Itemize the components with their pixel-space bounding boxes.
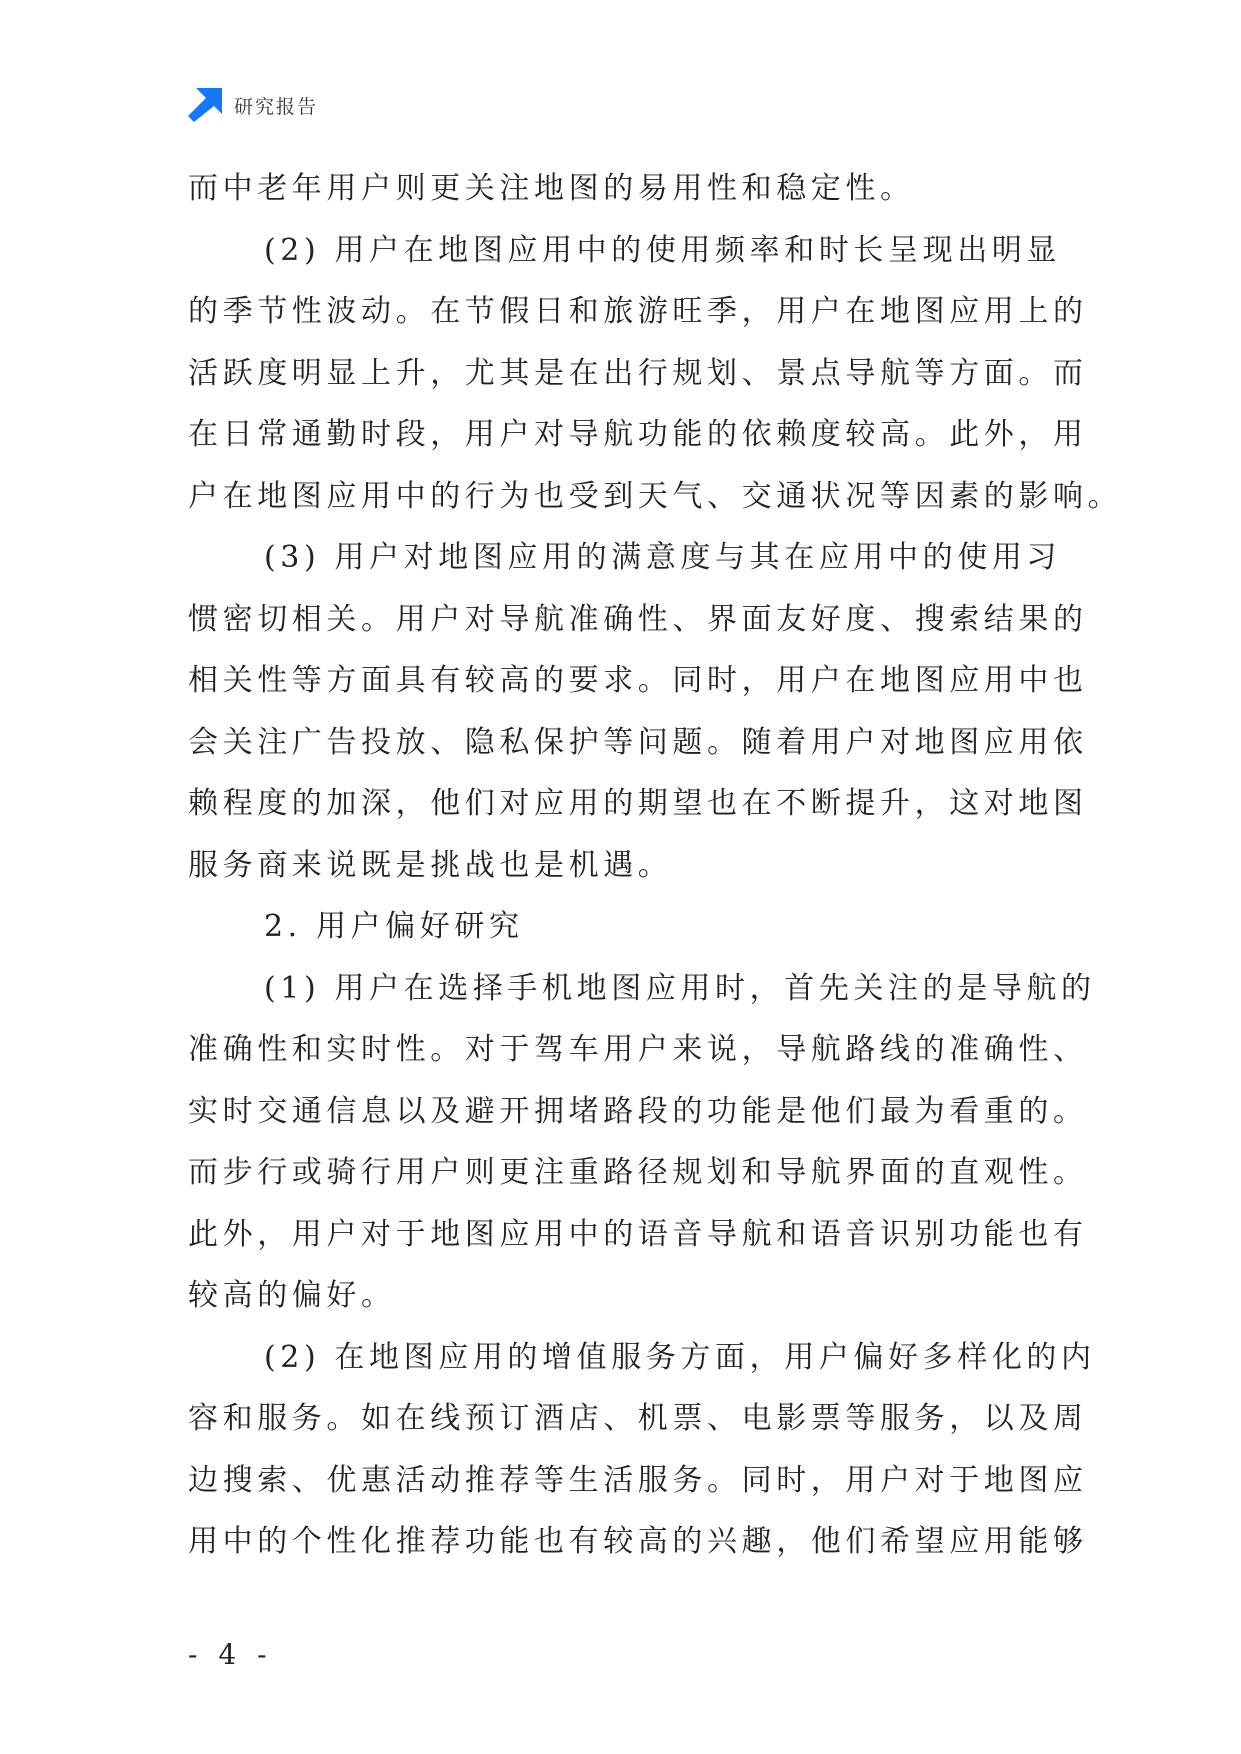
text-line: 活跃度明显上升，尤其是在出行规划、景点导航等方面。而 (188, 355, 1088, 391)
page-number: - 4 - (188, 1638, 273, 1671)
arrow-up-right-logo-icon (188, 88, 222, 122)
text-line: 2. 用户偏好研究 (264, 909, 524, 944)
header-title: 研究报告 (234, 95, 319, 118)
text-line: 用中的个性化推荐功能也有较高的兴趣，他们希望应用能够 (188, 1524, 1088, 1559)
text-line: 的季节性波动。在节假日和旅游旺季，用户在地图应用上的 (188, 294, 1088, 329)
text-line: 户在地图应用中的行为也受到天气、交通状况等因素的影响。 (188, 478, 1123, 514)
text-line: 边搜索、优惠活动推荐等生活服务。同时，用户对于地图应 (188, 1462, 1088, 1498)
text-line: 服务商来说既是挑战也是机遇。 (188, 847, 673, 883)
text-line: (3) 用户对地图应用的满意度与其在应用中的使用习 (264, 540, 1062, 575)
text-line: (2) 用户在地图应用中的使用频率和时长呈现出明显 (264, 232, 1062, 268)
text-line: 惯密切相关。用户对导航准确性、界面友好度、搜索结果的 (188, 601, 1088, 637)
text-line: 此外，用户对于地图应用中的语音导航和语音识别功能也有 (188, 1216, 1088, 1252)
text-line: 在日常通勤时段，用户对导航功能的依赖度较高。此外，用 (188, 417, 1088, 452)
text-line: 而中老年用户则更关注地图的易用性和稳定性。 (188, 171, 915, 206)
text-line: 准确性和实时性。对于驾车用户来说，导航路线的准确性、 (188, 1032, 1088, 1067)
text-line: 相关性等方面具有较高的要求。同时，用户在地图应用中也 (188, 663, 1088, 698)
text-line: 实时交通信息以及避开拥堵路段的功能是他们最为看重的。 (188, 1093, 1088, 1129)
text-line: (2) 在地图应用的增值服务方面，用户偏好多样化的内 (264, 1339, 1096, 1375)
text-line: 赖程度的加深，他们对应用的期望也在不断提升，这对地图 (188, 786, 1088, 821)
text-line: 而步行或骑行用户则更注重路径规划和导航界面的直观性。 (188, 1155, 1088, 1190)
text-line: 较高的偏好。 (188, 1278, 396, 1313)
text-line: (1) 用户在选择手机地图应用时，首先关注的是导航的 (264, 970, 1096, 1006)
document-body (188, 158, 1123, 1573)
text-line: 容和服务。如在线预订酒店、机票、电影票等服务，以及周 (188, 1401, 1088, 1436)
text-line: 会关注广告投放、隐私保护等问题。随着用户对地图应用依 (188, 724, 1088, 760)
page-header (188, 88, 318, 122)
